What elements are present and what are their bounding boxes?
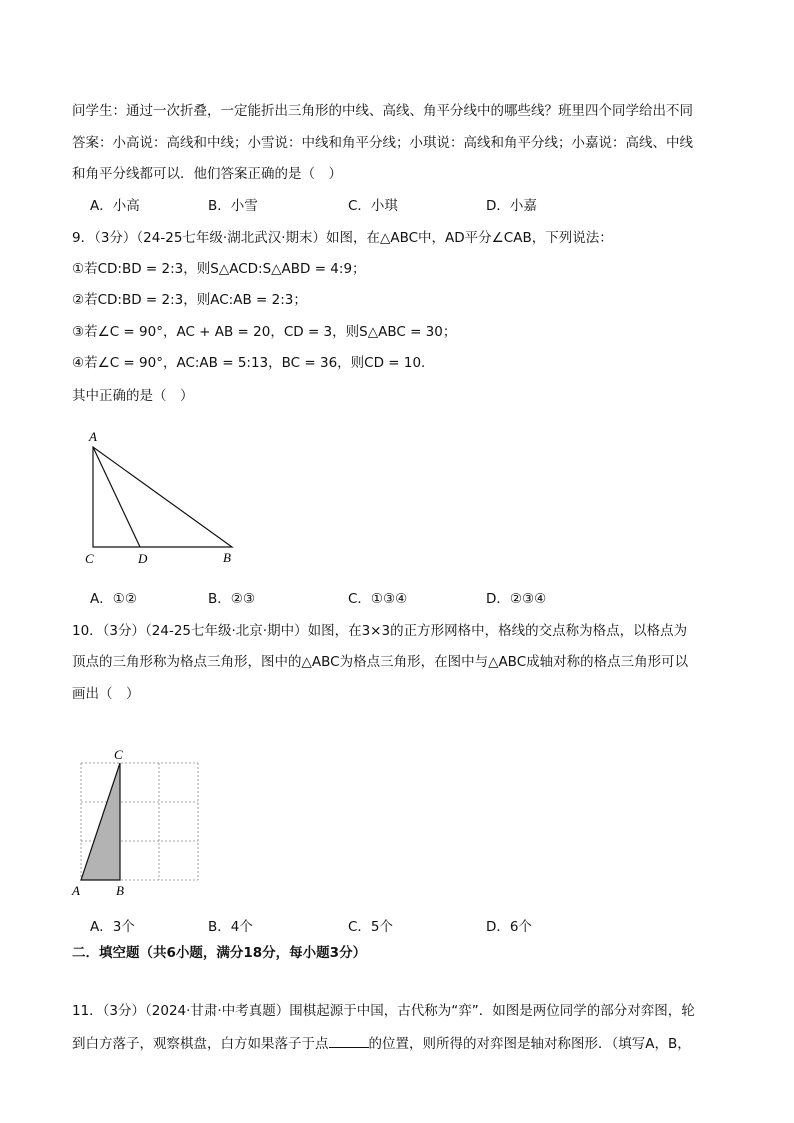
q9-option-b: B．②③ [208,591,255,607]
q9-triangle-figure [80,425,250,570]
label-d: D [138,551,148,566]
q10-text-line-2: 顶点的三角形称为格点三角形，图中的△ABC为格点三角形，在图中与△ABC成轴对称的格点三角形可以 [72,654,689,670]
q9-statement-3: ③若∠C = 90°，AC + AB = 20，CD = 3，则S△ABC = 30； [72,324,457,340]
grid-label-a: A [72,883,80,898]
grid-label-b: B [116,883,124,898]
q10-option-b: B．4个 [208,919,253,935]
label-c: C [85,551,94,566]
q9-statement-1: ①若CD:BD = 2:3，则S△ACD:S△ABD = 4:9； [72,261,366,277]
grid-label-c: C [114,747,123,762]
q8-text-line-1: 问学生：通过一次折叠，一定能折出三角形的中线、高线、角平分线中的哪些线？班里四个同学给出不同 [72,103,693,119]
q10-grid-figure [68,745,208,900]
bisector-ad [93,447,140,547]
q8-option-d: D．小嘉 [486,198,537,214]
q8-option-c: C．小琪 [348,198,398,214]
q8-text-line-3: 和角平分线都可以．他们答案正确的是（ ） [72,166,342,182]
q8-option-a: A．小高 [90,198,140,214]
label-b: B [223,550,231,565]
q8-text-line-2: 答案：小高说：高线和中线；小雪说：中线和角平分线；小琪说：高线和角平分线；小嘉说：高线、中线 [72,135,693,151]
q10-option-c: C．5个 [348,919,394,935]
q9-option-a: A．①② [90,591,137,607]
section-heading-fill-in: 二．填空题（共6小题，满分18分，每小题3分） [72,945,367,961]
q9-option-d: D．②③④ [486,591,547,607]
q10-text-line-1: 10．（3分）（24-25七年级·北京·期中）如图，在3×3的正方形网格中，格线的交点称为格点，以格点为 [72,623,688,639]
q11-text-line-1: 11．（3分）（2024·甘肃·中考真题）围棋起源于中国，古代称为“弈”．如图是两位同学的部分对弈图，轮 [72,1003,695,1019]
grid-triangle-abc [81,763,120,880]
q9-statement-4: ④若∠C = 90°，AC:AB = 5:13，BC = 36，则CD = 10． [72,355,435,371]
q10-text-line-3: 画出（ ） [72,686,140,702]
q10-option-d: D．6个 [486,919,532,935]
q9-stem: 9．（3分）（24-25七年级·湖北武汉·期末）如图，在△ABC中，AD平分∠CAB，下列说法： [72,230,613,246]
triangle-abc [93,447,232,547]
answer-blank[interactable] [329,1033,369,1048]
q9-question: 其中正确的是（ ） [72,388,194,404]
q9-statement-2: ②若CD:BD = 2:3，则AC:AB = 2:3； [72,292,307,308]
label-a: A [89,429,97,444]
q11-text-line-2b: 的位置，则所得的对弈图是轴对称图形．（填写A，B， [368,1036,691,1052]
q8-option-b: B．小雪 [208,198,258,214]
q10-option-a: A．3个 [90,919,135,935]
q9-option-c: C．①③④ [348,591,408,607]
q11-text-line-2a: 到白方落子，观察棋盘，白方如果落子于点 [72,1036,329,1052]
q11-text-line-2 [72,1033,691,1054]
